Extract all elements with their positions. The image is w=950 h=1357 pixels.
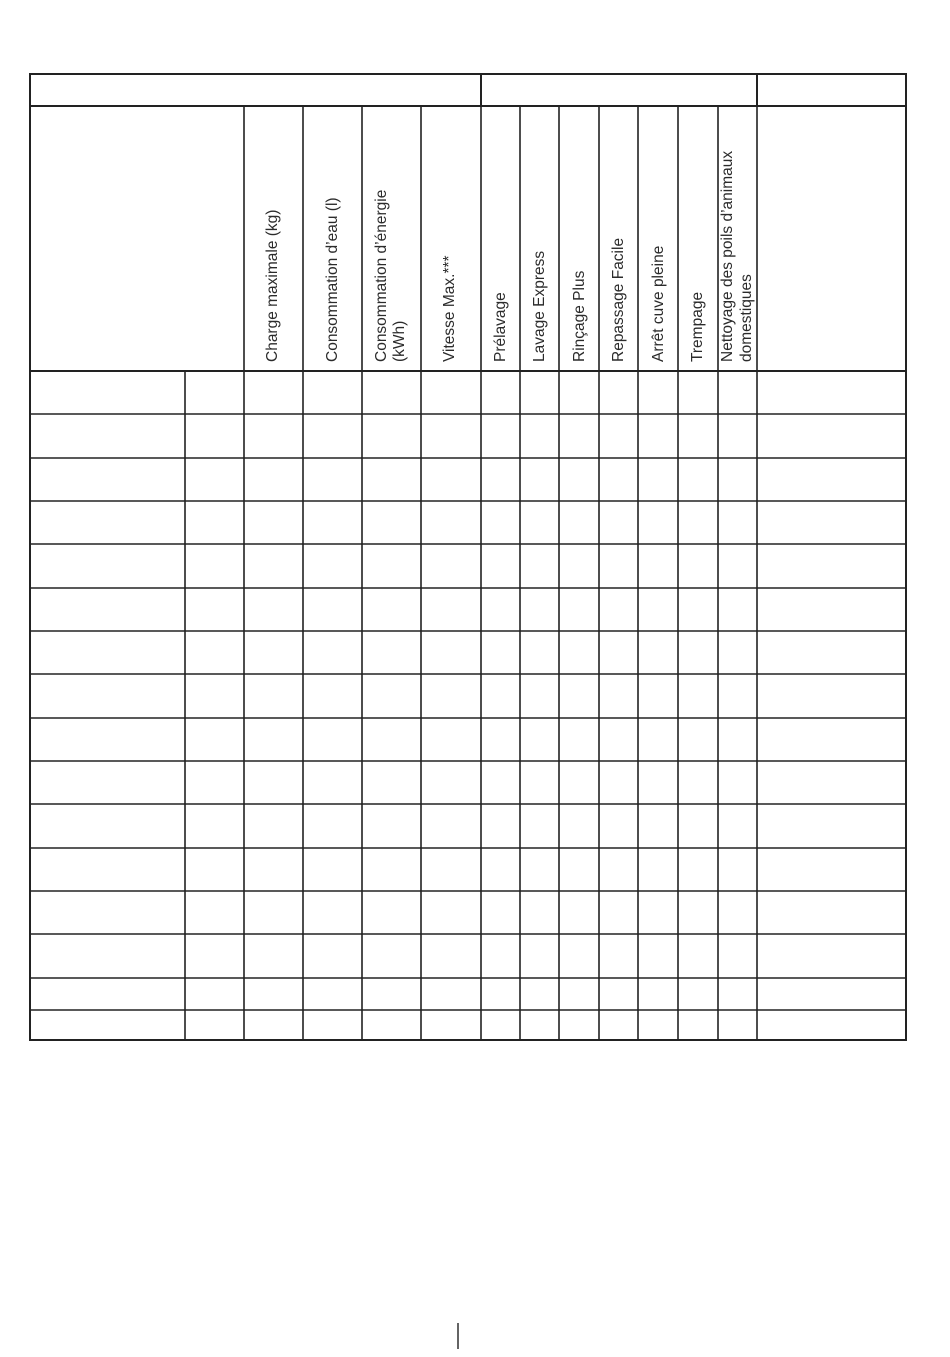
header-prewash: Prélavage xyxy=(492,292,509,362)
header-pet-hair-removal: Nettoyage des poils d’animaux xyxy=(719,150,736,362)
header-max-load: Charge maximale (kg) xyxy=(264,209,281,362)
header-water-consumption: Consommation d’eau (l) xyxy=(324,197,341,362)
header-max-speed: Vitesse Max.*** xyxy=(441,255,458,362)
header-express-wash: Lavage Express xyxy=(531,250,548,362)
header-soaking: Trempage xyxy=(689,291,706,362)
header-pet-hair-removal-line2: domestiques xyxy=(738,274,755,362)
row-lines xyxy=(30,414,906,1010)
header-energy-unit: (kWh) xyxy=(391,320,408,362)
table-borders xyxy=(30,74,906,1040)
header-rinse-hold: Arrêt cuve pleine xyxy=(650,245,667,362)
header-energy-consumption: Consommation d’énergie xyxy=(373,189,390,362)
header-rinse-plus: Rinçage Plus xyxy=(571,270,588,362)
header-easy-iron: Repassage Facile xyxy=(610,237,627,362)
table-frame xyxy=(30,74,906,1040)
